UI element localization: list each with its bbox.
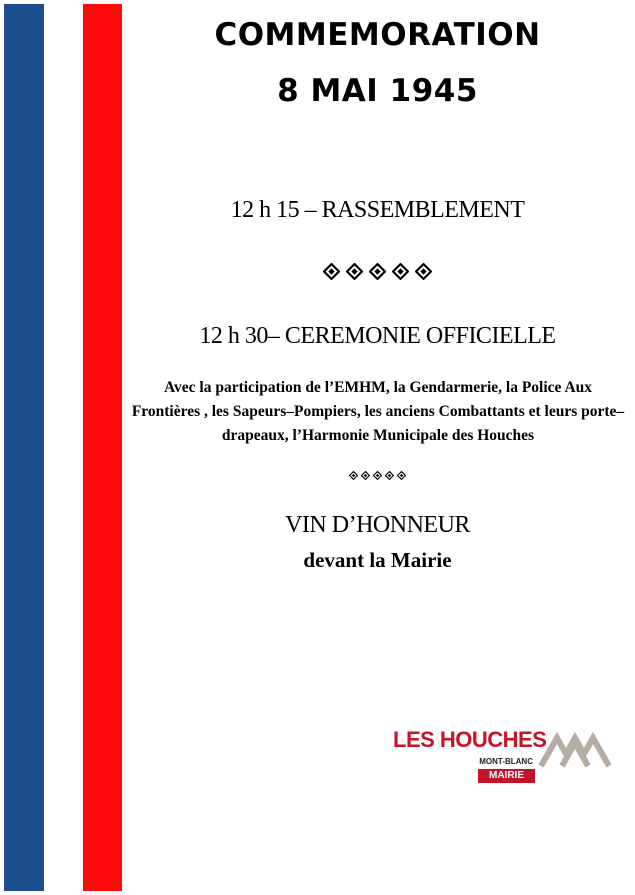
program-item-assembly: 12 h 15 – RASSEMBLEMENT [230,197,525,223]
logo-badge: MAIRIE [478,769,535,783]
diamond-ornament-icon [415,263,432,280]
diamond-ornament-icon [397,471,406,480]
diamond-ornament-icon [373,471,382,480]
program-item-ceremony: 12 h 30– CEREMONIE OFFICIELLE [199,323,556,349]
diamond-ornament-icon [323,263,340,280]
page-title-date: 8 MAI 1945 [277,73,478,109]
diamond-ornament-icon [349,471,358,480]
logo-subtitle: MONT-BLANC [479,757,533,766]
flag-red-stripe [83,4,122,891]
reception-title: VIN D’HONNEUR [285,512,470,538]
diamond-ornament-icon [385,471,394,480]
diamond-ornament-icon [369,263,386,280]
diamond-divider-small [125,471,630,480]
diamond-divider [125,263,630,280]
diamond-ornament-icon [361,471,370,480]
diamond-ornament-icon [346,263,363,280]
mountain-logo-icon [538,721,612,769]
page-title: COMMEMORATION [214,17,541,53]
flag-blue-stripe [4,4,44,891]
reception-location: devant la Mairie [303,548,452,572]
diamond-ornament-icon [392,263,409,280]
ceremony-participants: Avec la participation de l’EMHM, la Gendarmerie, la Police Aux Frontières , les Sapeurs–Pompiers, les anciens Combattants et leurs porte–drapeaux, l’Harmonie Municipale des Houches [131,379,625,444]
logo-name: LES HOUCHES [393,727,547,752]
les-houches-logo [393,718,613,790]
